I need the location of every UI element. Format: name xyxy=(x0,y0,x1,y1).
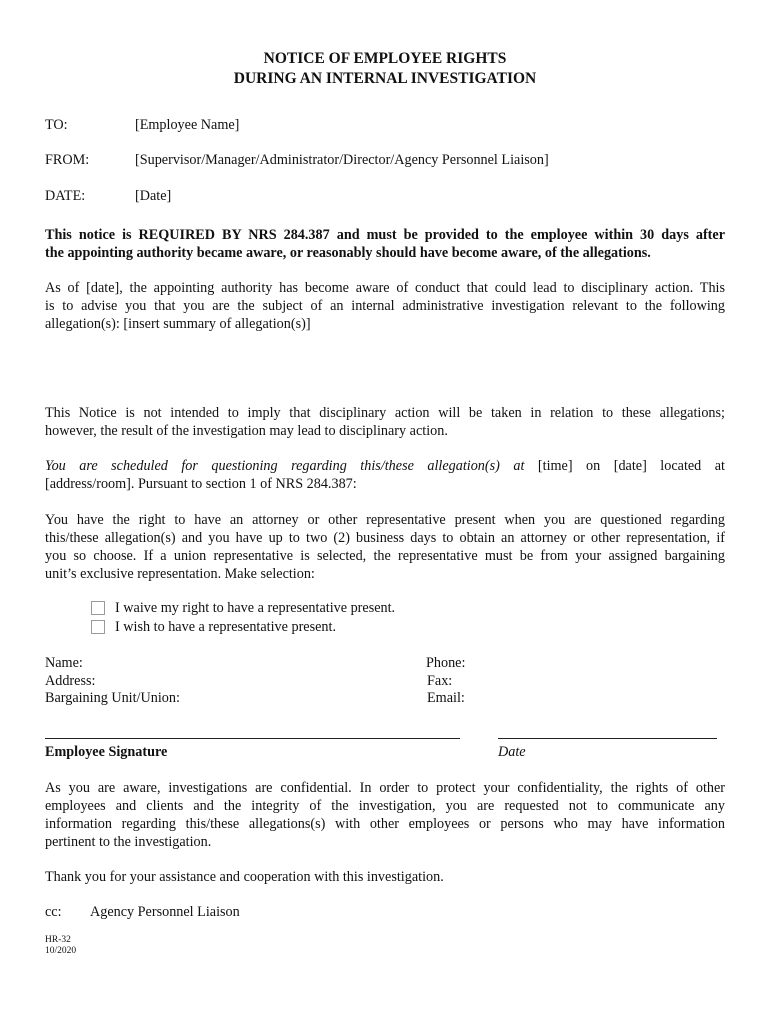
fax-field[interactable]: Fax: xyxy=(427,673,453,689)
waive-option-label: I waive my right to have a representative present. xyxy=(115,600,396,616)
scheduled-time-date: [time] on [date] located at xyxy=(537,458,726,474)
union-field[interactable]: Bargaining Unit/Union: xyxy=(45,690,180,706)
date-value: [Date] xyxy=(135,188,172,204)
confidential-paragraph xyxy=(45,779,725,851)
scheduled-italic-text: You are scheduled for questioning regarding this/these allegation(s) at xyxy=(45,458,525,474)
allegation-line: is to advise you that you are the subject of an internal administrative investigation relevant to the following xyxy=(45,298,725,314)
wish-checkbox[interactable] xyxy=(91,620,105,634)
confidential-line: As you are aware, investigations are confidential. In order to protect your confidentiality, the rights of other xyxy=(45,780,725,796)
required-notice-line: the appointing authority became aware, or reasonably should have become aware, of the allegations. xyxy=(45,245,651,261)
date-signature-line[interactable] xyxy=(498,738,717,739)
confidential-line: pertinent to the investigation. xyxy=(45,834,212,850)
rights-line: this/these allegation(s) and you have up to two (2) business days to obtain an attorney or other representation, if xyxy=(45,530,725,546)
scheduled-line: [address/room]. Pursuant to section 1 of NRS 284.387: xyxy=(45,476,357,492)
form-revision: 10/2020 xyxy=(45,946,77,956)
title-line-1: NOTICE OF EMPLOYEE RIGHTS xyxy=(263,50,507,67)
cc-value: Agency Personnel Liaison xyxy=(90,904,240,920)
rights-line: unit’s exclusive representation. Make selection: xyxy=(45,566,315,582)
date-label: DATE: xyxy=(45,188,86,204)
not-intended-paragraph xyxy=(45,404,725,440)
document-title xyxy=(45,49,725,89)
required-notice xyxy=(45,226,725,262)
scheduled-line xyxy=(45,457,725,475)
cc-label: cc: xyxy=(45,904,62,920)
rights-paragraph xyxy=(45,511,725,583)
waive-option[interactable] xyxy=(91,599,395,617)
to-row xyxy=(45,116,725,134)
address-field[interactable]: Address: xyxy=(45,673,96,689)
signature-date-label: Date xyxy=(498,744,526,760)
to-label: TO: xyxy=(45,117,68,133)
date-row xyxy=(45,187,725,205)
from-row xyxy=(45,151,725,169)
from-label: FROM: xyxy=(45,152,90,168)
employee-signature-label: Employee Signature xyxy=(45,744,168,760)
confidential-line: employees and clients and the integrity of the investigation, you are requested not to communicate any xyxy=(45,798,725,814)
not-intended-line: This Notice is not intended to imply that disciplinary action will be taken in relation to these allegations; xyxy=(45,405,725,421)
wish-option-label: I wish to have a representative present. xyxy=(115,619,337,635)
allegation-paragraph xyxy=(45,279,725,333)
required-notice-line: This notice is REQUIRED BY NRS 284.387 and must be provided to the employee within 30 days after xyxy=(45,227,725,243)
confidential-line: information regarding this/these allegations(s) with other employees or persons who may have information xyxy=(45,816,725,832)
not-intended-line: however, the result of the investigation may lead to disciplinary action. xyxy=(45,423,448,439)
allegation-line: As of [date], the appointing authority has become aware of conduct that could lead to disciplinary action. This xyxy=(45,280,725,296)
allegation-line: allegation(s): [insert summary of allegation(s)] xyxy=(45,316,311,332)
form-code: HR-32 xyxy=(45,935,71,945)
title-line-2: DURING AN INTERNAL INVESTIGATION xyxy=(233,70,537,87)
from-value: [Supervisor/Manager/Administrator/Director/Agency Personnel Liaison] xyxy=(135,152,549,168)
employee-signature-line[interactable] xyxy=(45,738,460,739)
email-field[interactable]: Email: xyxy=(427,690,465,706)
waive-checkbox[interactable] xyxy=(91,601,105,615)
thanks-text: Thank you for your assistance and cooperation with this investigation. xyxy=(45,869,444,885)
rights-line: you so choose. If a union representative is selected, the representative must be from your assigned bargaining xyxy=(45,548,725,564)
scheduled-paragraph xyxy=(45,457,725,493)
name-field[interactable]: Name: xyxy=(45,655,83,671)
rights-line: You have the right to have an attorney or other representative present when you are questioned regarding xyxy=(45,512,725,528)
wish-option[interactable] xyxy=(91,618,336,636)
phone-field[interactable]: Phone: xyxy=(426,655,466,671)
to-value: [Employee Name] xyxy=(135,117,240,133)
